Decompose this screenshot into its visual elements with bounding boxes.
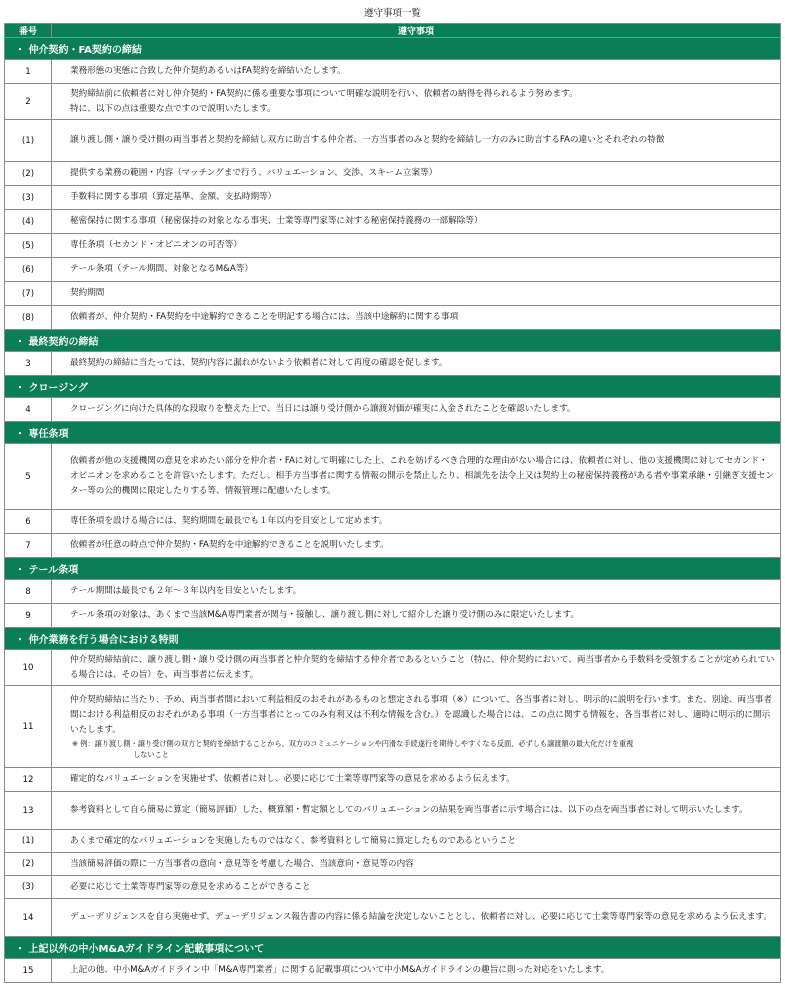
table-row: 14 デューデリジェンスを自ら実施せず、デューデリジェンス報告書の内容に係る結論を決定しないこととし、依頼者に対し、必要に応じて士業等専門家等の意見を求めるよう伝えます。 [5, 899, 781, 937]
section-header: ・ クロージング [5, 376, 781, 398]
section-header: ・ 専任条項 [5, 422, 781, 444]
table-row: (1) あくまで確定的なバリュエーションを実施したものではなく、参考資料として簡易に算定したものであるということ [5, 830, 781, 853]
table-row: (7) 契約期間 [5, 282, 781, 306]
table-row: 1 業務形態の実態に合致した仲介契約あるいはFA契約を締結いたします。 [5, 60, 781, 84]
table-row: 3 最終契約の締結に当たっては、契約内容に漏れがないよう依頼者に対して再度の確認を促します。 [5, 352, 781, 376]
table-row: (3) 必要に応じて士業等専門家等の意見を求めることができること [5, 876, 781, 899]
table-row: (6) テール条項（テール期間、対象となるM&A等） [5, 258, 781, 282]
table-row: 15 上記の他、中小M&Aガイドライン中「M&A専門業者」に関する記載事項について中小M&Aガイドラインの趣旨に則った対応をいたします。 [5, 959, 781, 983]
table-row: 12 確定的なバリュエーションを実施せず、依頼者に対し、必要に応じて士業等専門家等の意見を求めるよう伝えます。 [5, 768, 781, 792]
page-title: 遵守事項一覧 [363, 8, 421, 19]
table-row: (8) 依頼者が、仲介契約・FA契約を中途解約できることを明記する場合には、当該中途解約に関する事項 [5, 306, 781, 330]
table-row: 10 仲介契約締結前に、譲り渡し側・譲り受け側の両当事者と仲介契約を締結する仲介者であるということ（特に、仲介契約において、両当事者から手数料を受領することが定められている場合には、その旨）を、両当事者に伝えます。 [5, 650, 781, 686]
table-row: 4 クロージングに向けた具体的な段取りを整えた上で、当日には譲り受け側から譲渡対価が確実に入金されたことを確認いたします。 [5, 398, 781, 422]
compliance-table [4, 23, 781, 983]
table-row: (5) 専任条項（セカンド・オピニオンの可否等） [5, 234, 781, 258]
header-item: 遵守事項 [52, 24, 781, 38]
table-header [5, 24, 781, 38]
table-row: 2 契約締結前に依頼者に対し仲介契約・FA契約に係る重要な事項について明確な説明を行い、依頼者の納得を得られるよう努めます。 特に、以下の点は重要な点ですので説明いたします。 [5, 84, 781, 120]
table-row: (2) 当該簡易評価の際に一方当事者の意向・意見等を考慮した場合、当該意向・意見等の内容 [5, 853, 781, 876]
table-row: 5 依頼者が他の支援機関の意見を求めたい部分を仲介者・FAに対して明確にした上、これを妨げるべき合理的な理由がない場合には、依頼者に対し、他の支援機関に対してセカンド・オピニオンを求めることを許容いたします。ただし、相手方当事者に関する情報の開示を禁止したり、相談先を法令上又は契約上の秘密保持義務がある者や事業承継・引継ぎ支援センター等の公的機関に限定したりする等、情報管理に配慮いたします。 [5, 444, 781, 510]
table-row: (3) 手数料に関する事項（算定基準、金額、支払時期等） [5, 186, 781, 210]
section-header: ・ テール条項 [5, 558, 781, 580]
table-row: 7 依頼者が任意の時点で仲介契約・FA契約を中途解約できることを説明いたします。 [5, 534, 781, 558]
section-header: ・ 最終契約の締結 [5, 330, 781, 352]
section-header: ・ 上記以外の中小M&Aガイドライン記載事項について [5, 937, 781, 959]
table-row: (2) 提供する業務の範囲・内容（マッチングまで行う、バリュエーション、交渉、スキーム立案等） [5, 162, 781, 186]
table-row: (4) 秘密保持に関する事項（秘密保持の対象となる事実、士業等専門家等に対する秘密保持義務の一部解除等） [5, 210, 781, 234]
table-row: 11 仲介契約締結に当たり、予め、両当事者間において利益相反のおそれがあるものと想定される事項（※）について、各当事者に対し、明示的に説明を行います。また、別途、両当事者間における利益相反のおそれがある事項（一方当事者にとってのみ有利又は不利な情報を含む。）を認識した場合には、この点に関する情報を、各当事者に対し、適時に明示的に開示いたします。 ※ 例：譲り渡し側・譲り受け側の双方と契約を締結することから、双方のコミュニケーションや円滑な手続遂行を期待しやすくなる反面、必ずしも譲渡額の最大化だけを重視 しないこと [5, 686, 781, 768]
table-row: 9 テール条項の対象は、あくまで当該M&A専門業者が関与・接触し、譲り渡し側に対して紹介した譲り受け側のみに限定いたします。 [5, 604, 781, 628]
section-header: ・ 仲介契約・FA契約の締結 [5, 38, 781, 60]
table-row: 8 テール期間は最長でも２年～３年以内を目安といたします。 [5, 580, 781, 604]
table-row: 6 専任条項を設ける場合には、契約期間を最長でも１年以内を目安として定めます。 [5, 510, 781, 534]
table-row: (1) 譲り渡し側・譲り受け側の両当事者と契約を締結し双方に助言する仲介者、一方当事者のみと契約を締結し一方のみに助言するFAの違いとそれぞれの特徴 [5, 120, 781, 162]
section-header: ・ 仲介業務を行う場合における特則 [5, 628, 781, 650]
header-number: 番号 [5, 24, 52, 38]
table-row: 13 参考資料として自ら簡易に算定（簡易評価）した、概算額・暫定額としてのバリュエーションの結果を両当事者に示す場合には、以下の点を両当事者に対して明示いたします。 [5, 792, 781, 830]
